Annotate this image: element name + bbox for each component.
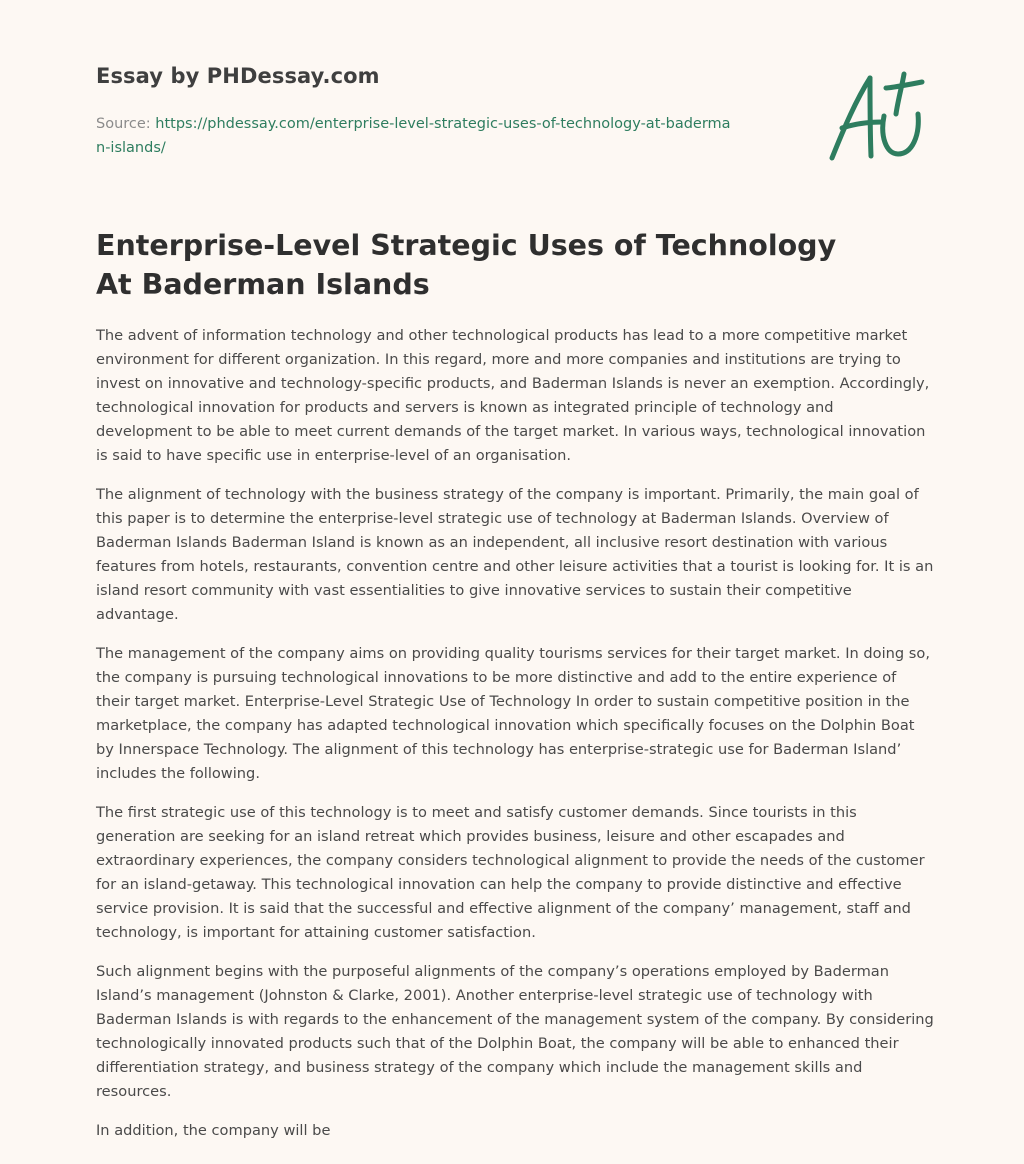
essay-title: Enterprise-Level Strategic Uses of Technology At Baderman Islands: [96, 229, 837, 301]
essay-body: [96, 324, 934, 1158]
essay-page: [96, 0, 936, 1164]
source-link[interactable]: https://phdessay.com/enterprise-level-strategic-uses-of-technology-at-baderman-islands/: [96, 116, 731, 156]
source-label: Source:: [96, 116, 156, 132]
essay-paragraph: The alignment of technology with the business strategy of the company is important. Primarily, the main goal of this paper is to determine the enterprise-level strategic use of technology at Baderman Islands. Overview of Baderman Islands Baderman Island is known as an independent, all inclusive resort destination with various features from hotels, restaurants, convention centre and other leisure activities that a tourist is looking for. It is an island resort community with vast essentialities to give innovative services to sustain their competitive advantage.: [96, 486, 934, 623]
essay-paragraph: The advent of information technology and other technological products has lead to a more competitive market environment for different organization. In this regard, more and more companies and institutions are trying to invest on innovative and technology-specific products, and Baderman Islands is never an exemption. Accordingly, technological innovation for products and servers is known as integrated principle of technology and development to be able to meet current demands of the target market. In various ways, technological innovation is said to have specific use in enterprise-level of an organisation.: [96, 327, 930, 464]
site-brand: Essay by PHDessay.com: [96, 64, 380, 88]
essay-paragraph: The first strategic use of this technology is to meet and satisfy customer demands. Since tourists in this generation are seeking for an island retreat which provides business, leisure and other escapades and extraordinary experiences, the company considers technological alignment to provide the needs of the customer for an island-getaway. This technological innovation can help the company to provide distinctive and effective service provision. It is said that the successful and effective alignment of the company’ management, staff and technology, is important for attaining customer satisfaction.: [96, 804, 925, 941]
essay-paragraph: Such alignment begins with the purposeful alignments of the company’s operations employed by Baderman Island’s management (Johnston & Clarke, 2001). Another enterprise-level strategic use of technology with Baderman Islands is with regards to the enhancement of the management system of the company. By considering technologically innovated products such that of the Dolphin Boat, the company will be able to enhanced their differentiation strategy, and business strategy of the company which include the management skills and resources.: [96, 963, 934, 1100]
source-line: [96, 112, 736, 160]
essay-paragraph: The management of the company aims on providing quality tourisms services for their target market. In doing so, the company is pursuing technological innovations to be more distinctive and add to the entire experience of their target market. Enterprise-Level Strategic Use of Technology In order to sustain competitive position in the marketplace, the company has adapted technological innovation which specifically focuses on the Dolphin Boat by Innerspace Technology. The alignment of this technology has enterprise-strategic use for Baderman Island’ includes the following.: [96, 645, 930, 782]
essay-paragraph: In addition, the company will be: [96, 1122, 331, 1139]
a-plus-logo-icon: [824, 70, 928, 166]
